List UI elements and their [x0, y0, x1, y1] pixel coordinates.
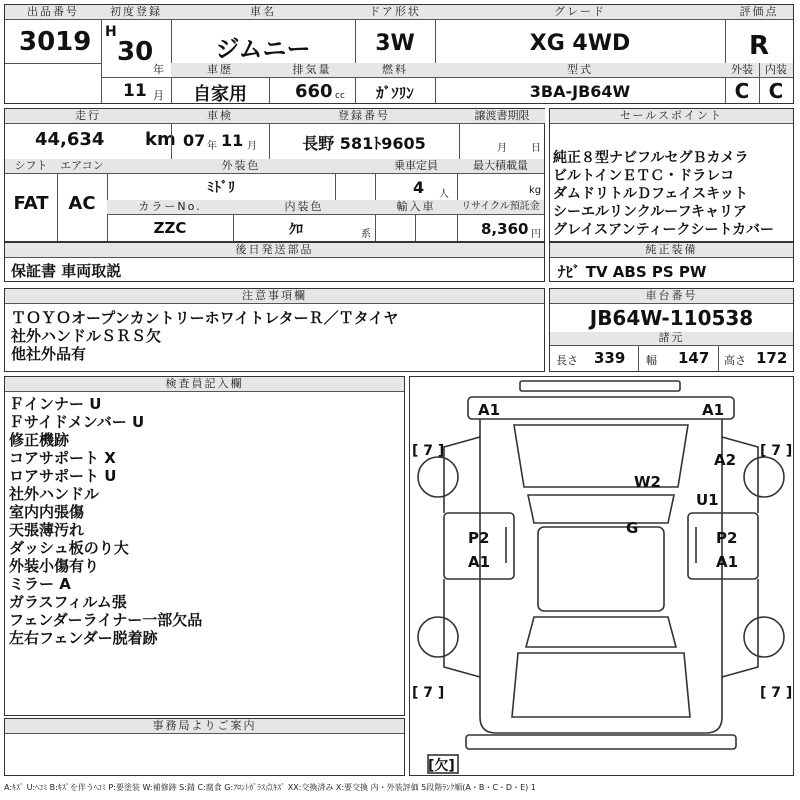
import-label: 輸入車: [375, 200, 457, 215]
load-label: 最大積載量: [457, 159, 544, 174]
recycle-label: リサイクル預託金: [457, 200, 544, 215]
recycle-unit: 円: [531, 229, 541, 240]
ext-score: C: [734, 79, 750, 103]
inspector-line: ロアサポート U: [9, 467, 117, 485]
model-label: 型式: [435, 63, 725, 78]
width-label: 幅: [646, 354, 657, 367]
notes-box: [4, 288, 545, 372]
chassis-box: [549, 288, 794, 372]
inspector-line: 社外ハンドル: [9, 485, 100, 503]
inspector-line: 外装小傷有り: [9, 557, 100, 575]
int-score: C: [768, 79, 784, 103]
equipment: ﾅﾋﾞ TV ABS PS PW: [558, 263, 707, 281]
capacity: 4: [413, 178, 425, 197]
damage-mark: P2: [716, 529, 738, 547]
recycle-fee: 8,360: [481, 220, 529, 238]
shift-label: シフト: [5, 159, 57, 174]
displacement: 660: [295, 81, 333, 102]
fuel: ｶﾞｿﾘﾝ: [376, 84, 414, 102]
length-label: 長さ: [556, 354, 578, 367]
damage-mark: A1: [716, 553, 739, 571]
interior-color: ｸﾛ: [289, 222, 303, 238]
year-unit: 年: [153, 63, 164, 76]
length: 339: [594, 349, 626, 367]
model-code: 3BA-JB64W: [529, 82, 631, 101]
mileage-label: 走行: [5, 109, 171, 124]
displacement-unit: cc: [335, 91, 345, 101]
damage-mark: A1: [468, 553, 491, 571]
sales-points-label: セールスポイント: [550, 109, 793, 124]
damage-mark: A1: [702, 401, 725, 419]
width: 147: [678, 349, 710, 367]
height-label: 高さ: [724, 354, 746, 367]
inspector-line: 天張薄汚れ: [9, 521, 85, 539]
color-no-label: カラーNo.: [107, 200, 233, 215]
int-label: 内装: [759, 63, 793, 78]
grade: XG 4WD: [529, 31, 631, 56]
chassis-number: JB64W-110538: [589, 306, 754, 330]
door-type: 3W: [375, 31, 415, 56]
load-unit: kg: [529, 185, 542, 196]
inspection-year: 07: [183, 131, 206, 150]
damage-mark: A2: [714, 451, 737, 469]
dims-label: 諸元: [550, 332, 793, 346]
tire-depth: [ 7 ]: [412, 685, 445, 701]
damage-mark: W2: [634, 473, 661, 491]
damage-diagram: [409, 376, 794, 776]
ext-label: 外装: [725, 63, 759, 78]
inspector-line: Ｆサイドメンバー U: [9, 413, 145, 431]
office-label: 事務局よりご案内: [5, 719, 404, 734]
car-diagram-svg: [410, 377, 793, 775]
inspector-line: ダッシュ板のり大: [9, 539, 129, 557]
displacement-label: 排気量: [269, 63, 355, 78]
ac: AC: [68, 193, 96, 214]
equipment-box: [549, 242, 794, 282]
era: H: [105, 24, 117, 40]
inspector-line: コアサポート X: [9, 449, 116, 467]
plate-label: 登録番号: [269, 109, 459, 124]
spare-tire-status: [欠]: [428, 758, 455, 774]
first-reg-label: 初度登録: [101, 5, 171, 20]
interior-color-unit: 系: [361, 229, 371, 240]
plate-number: 長野 581ﾄ9605: [302, 134, 426, 153]
inspection-year-unit: 年: [207, 141, 217, 152]
transfer-month-unit: 月: [497, 143, 507, 154]
inspector-box: [4, 376, 405, 716]
grade-label: グレード: [435, 5, 725, 20]
score: R: [748, 31, 770, 61]
later-parts: 保証書 車両取説: [11, 262, 122, 280]
door-label: ドア形状: [355, 5, 435, 20]
name-label: 車名: [171, 5, 355, 20]
inspection-label: 車検: [171, 109, 269, 124]
sales-point: グレイスアンティークシートカバー: [553, 222, 775, 238]
inspector-line: 室内内張傷: [9, 503, 85, 521]
chassis-label: 車台番号: [550, 289, 793, 304]
inspector-line: フェンダーライナー一部欠品: [9, 611, 203, 629]
later-parts-label: 後日発送部品: [5, 243, 544, 258]
inspector-line: 左右フェンダー脱着跡: [9, 629, 158, 647]
damage-mark: U1: [696, 491, 719, 509]
damage-mark: A1: [478, 401, 501, 419]
transfer-label: 譲渡書期限: [459, 109, 545, 124]
color-label: 外装色: [107, 159, 375, 174]
inspection-month: 11: [221, 131, 244, 150]
sales-point: 純正８型ナビフルセグＢカメラ: [553, 150, 749, 166]
capacity-unit: 人: [439, 189, 449, 200]
legend: A:ｷｽﾞ U:ﾍｺﾐ B:ｷｽﾞを伴うﾍｺﾐ P:要塗装 W:補修跡 S:錆 C:腐食 G:ﾌﾛﾝﾄｶﾞﾗｽ点ｷｽﾞ XX:交換済み X:要交換 内・外装評価 5段階ﾗﾝｸ順(A・B・C・D・E) 1: [4, 783, 536, 792]
height: 172: [756, 349, 788, 367]
car-name: ジムニー: [215, 35, 311, 63]
sales-point: ダムドリトルＤフェイスキット: [553, 186, 748, 202]
reg-year: 30: [117, 37, 154, 67]
ac-label: エアコン: [57, 159, 107, 174]
interior-color-label: 内装色: [233, 200, 375, 215]
inspector-line: ミラー A: [9, 575, 71, 593]
sales-points-box: [549, 108, 794, 242]
score-label: 評価点: [725, 5, 793, 20]
history: 自家用: [193, 84, 247, 105]
inspector-line: 修正機跡: [9, 431, 70, 449]
capacity-label: 乗車定員: [375, 159, 457, 174]
mileage-unit: km: [145, 129, 176, 150]
fuel-label: 燃料: [355, 63, 435, 78]
notes-label: 注意事項欄: [5, 289, 544, 304]
note-line: 社外ハンドルＳＲＳ欠: [11, 327, 162, 345]
sales-point: ビルトインＥＴＣ・ドラレコ: [553, 168, 735, 184]
mileage: 44,634: [35, 129, 105, 150]
shift: FAT: [13, 193, 49, 214]
office-box: [4, 718, 405, 776]
tire-depth: [ 7 ]: [412, 443, 445, 459]
inspector-line: Ｆインナー U: [9, 395, 102, 413]
reg-month: 11: [123, 81, 147, 101]
note-line: ＴＯＹＯオープンカントリーホワイトレターＲ／Ｔタイヤ: [11, 309, 399, 327]
damage-mark: P2: [468, 529, 490, 547]
vehicle-info-table: [4, 108, 545, 242]
sales-point: シーエルリンクルーフキャリア: [553, 204, 748, 220]
damage-mark: G: [626, 519, 639, 537]
tire-depth: [ 7 ]: [760, 685, 793, 701]
later-parts-box: [4, 242, 545, 282]
month-unit: 月: [153, 89, 164, 102]
header-table: [4, 4, 794, 104]
color: ﾐﾄﾞﾘ: [207, 180, 235, 196]
history-label: 車歴: [171, 63, 269, 78]
transfer-day-unit: 日: [531, 143, 541, 154]
color-no: ZZC: [153, 219, 187, 237]
lot-label: 出品番号: [5, 5, 101, 20]
inspection-month-unit: 月: [247, 141, 257, 152]
note-line: 他社外品有: [11, 345, 87, 363]
inspector-line: ガラスフィルム張: [9, 593, 127, 611]
equipment-label: 純正装備: [550, 243, 793, 258]
inspector-label: 検査員記入欄: [5, 377, 404, 392]
lot-number: 3019: [19, 27, 92, 57]
tire-depth: [ 7 ]: [760, 443, 793, 459]
